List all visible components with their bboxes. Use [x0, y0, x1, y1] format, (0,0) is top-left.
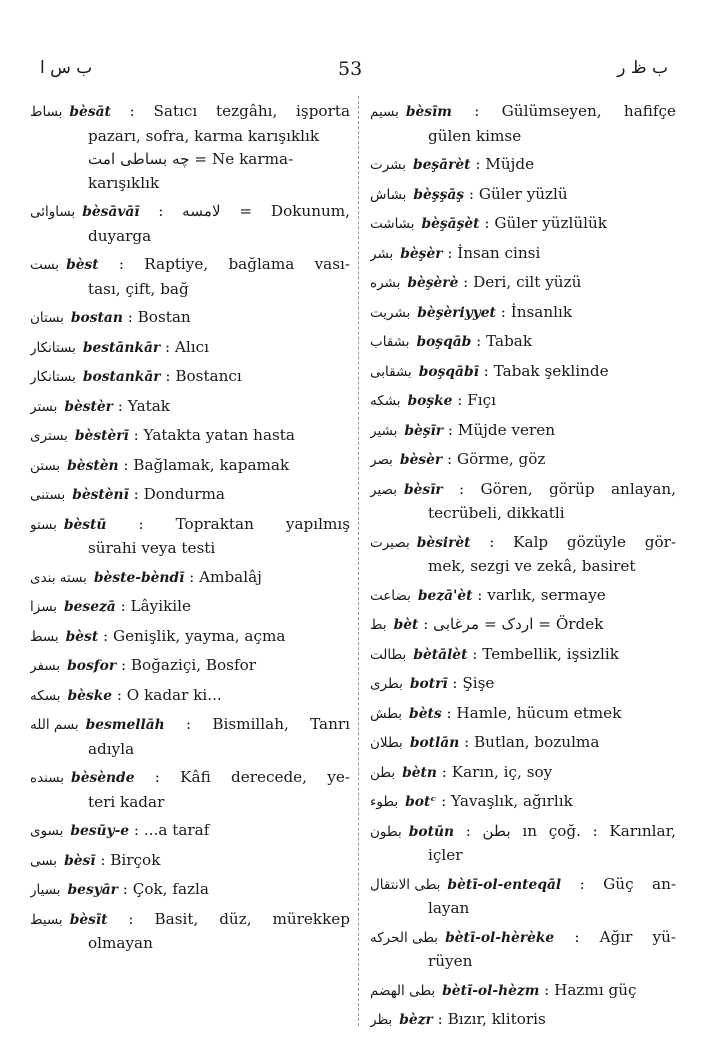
transliteration: bèstèn: [67, 457, 119, 474]
dictionary-entry: [30, 766, 350, 814]
dictionary-entry: [30, 625, 350, 650]
entry-text: bèsèr : Görme, göz: [399, 450, 546, 468]
entry-text: bostankār : Bostancı: [82, 367, 242, 385]
entry-text: bèşāşèt : Güler yüzlülük: [421, 214, 608, 232]
dictionary-entry: [370, 926, 676, 974]
entry-first-line: [370, 790, 676, 815]
arabic-headword: بشقابی: [370, 363, 412, 380]
dictionary-entry: [370, 702, 676, 727]
entry-continuation-line: [370, 125, 676, 149]
entry-text: besyār : Çok, fazla: [67, 880, 209, 898]
entry-text: bèstèn : Bağlamak, kapamak: [67, 455, 290, 474]
transliteration: bètī-ol-enteqāl: [447, 876, 562, 893]
entry-first-line: [370, 301, 676, 326]
entry-text: چه بساطی امت = Ne karma-: [88, 150, 294, 168]
entry-text: layan: [428, 899, 470, 917]
entry-text: botᶜ : Yavaşlık, ağırlık: [405, 792, 573, 810]
entry-text: karışıklık: [88, 173, 160, 192]
entry-text: bètī-ol-enteqāl : Güç an-: [447, 874, 676, 893]
entry-first-line: [30, 513, 350, 538]
dictionary-entry: [370, 271, 676, 296]
entry-first-line: [370, 1008, 676, 1033]
entry-text: rüyen: [428, 952, 473, 970]
transliteration: botᶜ: [405, 794, 437, 810]
arabic-headword: بسنده: [30, 770, 65, 786]
arabic-headword: بستانکار: [30, 369, 76, 385]
dictionary-entry: [370, 979, 676, 1004]
dictionary-entry: [370, 761, 676, 786]
entry-first-line: [30, 625, 350, 650]
entry-first-line: [370, 419, 676, 444]
entry-text: besmellāh : Bismillah, Tanrı: [85, 715, 350, 733]
dictionary-entry: [370, 153, 676, 178]
entry-text: bèşşāş : Güler yüzlü: [413, 184, 568, 203]
entry-text: adıyla: [88, 739, 135, 758]
arabic-headword: بستری: [30, 428, 68, 444]
entry-first-line: [370, 389, 676, 414]
entry-text: bèsīm : Gülümseyen, hafifçe: [405, 102, 676, 120]
page-header: [0, 58, 708, 88]
entry-first-line: [370, 584, 676, 609]
dictionary-entry: [30, 336, 350, 361]
transliteration: bèşāşèt: [421, 216, 480, 232]
entry-text: bosfor : Boğaziçi, Bosfor: [67, 656, 256, 674]
arabic-headword: بسوی: [30, 823, 64, 839]
entry-continuation-line: [370, 844, 676, 868]
transliteration: bèşşāş: [413, 186, 465, 203]
arabic-headword: بسیم: [370, 104, 399, 120]
arabic-headword: بشریت: [370, 304, 411, 321]
dictionary-entry: [30, 908, 350, 956]
arabic-headword: بسم الله: [30, 717, 79, 733]
dictionary-entry: [370, 212, 676, 237]
column-divider: [358, 96, 359, 1026]
entry-text: bèsīr : Gören, görüp anlayan,: [404, 479, 676, 498]
entry-text: bèste-bèndī : Ambalâj: [93, 567, 262, 586]
arabic-headword: بصیر: [370, 481, 397, 498]
arabic-headword: بستر: [30, 398, 58, 415]
entry-first-line: [30, 766, 350, 791]
transliteration: bèsīr: [404, 481, 443, 498]
transliteration: bèst: [66, 257, 99, 273]
entry-first-line: [30, 395, 350, 420]
entry-first-line: [30, 566, 350, 591]
entry-text: sürahi veya testi: [88, 539, 216, 557]
entry-first-line: [370, 820, 676, 845]
transliteration: bèts: [409, 705, 442, 722]
entry-continuation-line: [370, 502, 676, 526]
transliteration: bèşèriyyet: [417, 304, 496, 321]
entry-text: bostan : Bostan: [70, 308, 191, 326]
dictionary-entry: [30, 819, 350, 844]
entry-continuation-line: [370, 897, 676, 921]
entry-first-line: [30, 253, 350, 278]
arabic-headword: بصر: [370, 452, 393, 468]
header-right-letters: ب ظ ر: [617, 58, 668, 78]
entry-first-line: [370, 702, 676, 727]
entry-text: bèsirèt : Kalp gözüyle gör-: [416, 532, 676, 551]
dictionary-entry: [370, 584, 676, 609]
entry-text: botūn : بطن ın çoğ. : Karınlar,: [408, 821, 676, 840]
entry-text: mek, sezgi ve zekâ, basiret: [428, 557, 636, 575]
transliteration: bèste-bèndī: [93, 569, 185, 586]
entry-first-line: [30, 200, 350, 225]
entry-first-line: [370, 100, 676, 125]
entry-text: bèsīt : Basit, düz, mürekkep: [69, 909, 350, 928]
dictionary-entry: [30, 566, 350, 591]
transliteration: bètī-ol-hèzm: [442, 982, 540, 999]
dictionary-entry: [30, 253, 350, 301]
dictionary-entry: [370, 330, 676, 355]
dictionary-entry: [30, 306, 350, 331]
entry-first-line: [370, 613, 676, 638]
arabic-headword: بساوائی: [30, 204, 76, 220]
entry-text: olmayan: [88, 934, 153, 952]
transliteration: boşke: [407, 393, 453, 409]
entry-first-line: [370, 212, 676, 237]
entry-first-line: [370, 672, 676, 697]
entry-text: boşke : Fıçı: [407, 391, 496, 409]
dictionary-entry: [30, 684, 350, 709]
arabic-headword: بطری: [370, 676, 403, 692]
arabic-headword: بشاش: [370, 186, 407, 203]
transliteration: bèşīr: [404, 422, 444, 439]
entry-first-line: [30, 908, 350, 933]
entry-first-line: [30, 878, 350, 903]
entry-text: bèşèriyyet : İnsanlık: [417, 302, 573, 321]
arabic-headword: بستو: [30, 516, 57, 533]
dictionary-entry: [30, 483, 350, 508]
arabic-headword: بسفر: [30, 658, 61, 674]
page-number: 53: [338, 58, 363, 80]
transliteration: beşārèt: [412, 157, 471, 173]
entry-text: bèsī : Birçok: [64, 850, 161, 869]
dictionary-entry: [30, 395, 350, 420]
entry-first-line: [370, 643, 676, 668]
transliteration: bèske: [67, 687, 113, 704]
arabic-headword: بطی الانتقال: [370, 876, 441, 893]
arabic-headword: بسی: [30, 852, 58, 869]
arabic-headword: بشیر: [370, 422, 398, 439]
transliteration: bèsènde: [71, 770, 135, 786]
entry-first-line: [370, 360, 676, 385]
arabic-headword: بصیرت: [370, 534, 410, 551]
arabic-headword: بشرت: [370, 157, 406, 173]
entry-first-line: [30, 819, 350, 844]
entry-text: teri kadar: [88, 792, 165, 811]
transliteration: botlān: [409, 735, 460, 751]
dictionary-entry: [30, 365, 350, 390]
dictionary-entry: [370, 301, 676, 326]
entry-continuation-line: [370, 950, 676, 974]
entry-text: içler: [428, 846, 463, 864]
entry-text: bètī-ol-hèzm : Hazmı güç: [442, 980, 637, 999]
transliteration: bèstèr: [64, 398, 113, 415]
entry-first-line: [370, 330, 676, 355]
dictionary-entry: [30, 454, 350, 479]
entry-continuation-line: [30, 125, 350, 149]
dictionary-entry: [370, 790, 676, 815]
entry-text: bèşèrè : Deri, cilt yüzü: [407, 273, 582, 291]
entry-first-line: [30, 713, 350, 738]
entry-first-line: [370, 761, 676, 786]
entry-first-line: [30, 306, 350, 331]
entry-first-line: [30, 100, 350, 125]
dictionary-entry: [30, 424, 350, 449]
dictionary-entry: [370, 478, 676, 526]
dictionary-entry: [370, 389, 676, 414]
entry-first-line: [370, 926, 676, 951]
entry-text: bèsāvāī : لامسه = Dokunum,: [82, 202, 350, 220]
dictionary-entry: [370, 448, 676, 473]
dictionary-entry: [370, 820, 676, 868]
arabic-headword: بستان: [30, 310, 64, 326]
dictionary-entry: [370, 873, 676, 921]
entry-text: botlān : Butlan, bozulma: [409, 733, 600, 751]
transliteration: bètī-ol-hèrèke: [445, 929, 555, 946]
entry-first-line: [30, 454, 350, 479]
dictionary-entry: [370, 672, 676, 697]
entry-text: bèstèrī : Yatakta yatan hasta: [74, 426, 295, 444]
left-column: [30, 100, 350, 961]
transliteration: boşqāb: [416, 334, 472, 350]
arabic-headword: بستن: [30, 457, 61, 474]
dictionary-entry: [370, 360, 676, 385]
entry-text: bèts : Hamle, hücum etmek: [409, 703, 622, 722]
transliteration: bestānkār: [82, 339, 161, 356]
entry-first-line: [370, 183, 676, 208]
dictionary-entry: [30, 595, 350, 620]
arabic-headword: بطن: [370, 764, 396, 781]
entry-text: bèstū : Topraktan yapılmış: [63, 514, 350, 533]
arabic-headword: بط: [370, 617, 387, 633]
right-column: [370, 100, 676, 1038]
dictionary-entry: [370, 100, 676, 148]
entry-first-line: [370, 979, 676, 1004]
arabic-headword: بستنی: [30, 487, 66, 503]
transliteration: bètālèt: [413, 646, 468, 663]
entry-text: bèstèr : Yatak: [64, 396, 170, 415]
dictionary-entry: [370, 531, 676, 579]
arabic-headword: بستانکار: [30, 339, 76, 356]
arabic-headword: بسته بندی: [30, 569, 87, 586]
entry-text: gülen kimse: [428, 126, 522, 145]
transliteration: bèt: [393, 617, 419, 633]
arabic-headword: بست: [30, 257, 60, 273]
entry-continuation-line: [30, 225, 350, 249]
entry-text: bètī-ol-hèrèke : Ağır yü-: [445, 927, 676, 946]
entry-first-line: [370, 448, 676, 473]
entry-text: bèske : O kadar ki...: [67, 685, 222, 704]
arabic-headword: بسیار: [30, 882, 61, 898]
dictionary-entry: [30, 713, 350, 761]
arabic-headword: بطی الحرکه: [370, 929, 439, 946]
entry-first-line: [370, 873, 676, 898]
transliteration: bèstènī: [72, 487, 129, 503]
entry-text: tası, çift, bağ: [88, 279, 189, 298]
arabic-headword: بشر: [370, 245, 394, 262]
arabic-headword: بشاشت: [370, 216, 415, 232]
transliteration: bostankār: [82, 369, 161, 385]
arabic-headword: بشکه: [370, 393, 401, 409]
entry-text: beşārèt : Müjde: [412, 155, 535, 173]
entry-first-line: [370, 153, 676, 178]
entry-text: bèt : اردک = مرغابی = Ördek: [393, 615, 604, 633]
arabic-headword: بسکه: [30, 687, 61, 704]
entry-text: bètn : Karın, iç, soy: [402, 762, 553, 781]
entry-first-line: [370, 242, 676, 267]
arabic-headword: بسط: [30, 628, 59, 645]
transliteration: bèsèr: [399, 452, 443, 468]
entry-continuation-line: [30, 738, 350, 762]
entry-continuation-line: [30, 148, 350, 172]
arabic-headword: بطش: [370, 705, 403, 722]
transliteration: besmellāh: [85, 717, 165, 733]
entry-text: bèstènī : Dondurma: [72, 485, 225, 503]
transliteration: besyār: [67, 882, 118, 898]
entry-text: botrī : Şişe: [409, 674, 495, 692]
transliteration: boşqābī: [418, 363, 479, 380]
entry-text: pazarı, sofra, karma karışıklık: [88, 126, 320, 145]
transliteration: bèst: [65, 628, 99, 645]
arabic-headword: بشره: [370, 275, 401, 291]
dictionary-entry: [30, 654, 350, 679]
entry-text: bèşèr : İnsan cinsi: [400, 243, 541, 262]
entry-continuation-line: [30, 932, 350, 956]
entry-first-line: [30, 684, 350, 709]
transliteration: bèşèrè: [407, 275, 459, 291]
dictionary-entry: [30, 849, 350, 874]
entry-text: besūy-e : ...a taraf: [70, 821, 210, 839]
entry-text: bètālèt : Tembellik, işsizlik: [413, 644, 619, 663]
entry-continuation-line: [30, 791, 350, 815]
arabic-headword: بساط: [30, 104, 63, 120]
entry-text: bezā'èt : varlık, sermaye: [417, 585, 606, 604]
entry-text: bèsāt : Satıcı tezgâhı, işporta: [69, 102, 350, 120]
entry-first-line: [30, 849, 350, 874]
transliteration: bèsī: [64, 852, 96, 869]
arabic-headword: بطوء: [370, 794, 399, 810]
entry-first-line: [30, 336, 350, 361]
entry-first-line: [370, 531, 676, 556]
dictionary-entry: [370, 643, 676, 668]
entry-first-line: [370, 271, 676, 296]
entry-text: bestānkār : Alıcı: [82, 337, 209, 356]
transliteration: bèsīt: [69, 911, 108, 928]
arabic-headword: بطی الهضم: [370, 982, 436, 999]
entry-continuation-line: [30, 172, 350, 196]
entry-first-line: [30, 424, 350, 449]
entry-text: besezā : Lâyikile: [64, 597, 192, 615]
entry-text: duyarga: [88, 226, 152, 245]
dictionary-entry: [370, 1008, 676, 1033]
entry-continuation-line: [30, 278, 350, 302]
entry-text: bèst : Raptiye, bağlama vası-: [66, 255, 350, 273]
entry-text: boşqāb : Tabak: [416, 332, 533, 350]
transliteration: besezā: [64, 599, 116, 615]
transliteration: besūy-e: [70, 823, 130, 839]
entry-first-line: [370, 731, 676, 756]
entry-first-line: [30, 483, 350, 508]
arabic-headword: بظر: [370, 1012, 393, 1028]
entry-text: bèzr : Bızır, klitoris: [399, 1010, 546, 1028]
entry-text: bèşīr : Müjde veren: [404, 420, 555, 439]
entry-first-line: [370, 478, 676, 503]
header-left-letters: ب س ا: [40, 58, 93, 78]
entry-first-line: [30, 595, 350, 620]
entry-text: boşqābī : Tabak şeklinde: [418, 361, 609, 380]
entry-continuation-line: [30, 537, 350, 561]
arabic-headword: بطلان: [370, 735, 403, 751]
dictionary-entry: [30, 200, 350, 248]
entry-continuation-line: [370, 555, 676, 579]
arabic-headword: بسیط: [30, 911, 63, 928]
dictionary-entry: [30, 513, 350, 561]
transliteration: bèsāt: [69, 104, 111, 120]
dictionary-entry: [30, 878, 350, 903]
arabic-headword: بسزا: [30, 599, 57, 615]
entry-text: tecrübeli, dikkatli: [428, 504, 565, 522]
entry-text: bèst : Genişlik, yayma, açma: [65, 626, 286, 645]
transliteration: bèsāvāī: [82, 204, 140, 220]
dictionary-entry: [370, 242, 676, 267]
arabic-headword: بشقاب: [370, 334, 410, 350]
dictionary-entry: [370, 731, 676, 756]
dictionary-entry: [370, 613, 676, 638]
dictionary-entry: [370, 419, 676, 444]
transliteration: bèzr: [399, 1012, 433, 1028]
transliteration: botrī: [409, 676, 448, 692]
transliteration: botūn: [408, 823, 455, 840]
entry-first-line: [30, 654, 350, 679]
transliteration: bèşèr: [400, 245, 443, 262]
transliteration: bezā'èt: [417, 587, 473, 604]
dictionary-entry: [30, 100, 350, 195]
dictionary-entry: [370, 183, 676, 208]
arabic-headword: بطون: [370, 823, 402, 840]
transliteration: bosfor: [67, 658, 117, 674]
transliteration: bètn: [402, 764, 437, 781]
entry-text: bèsènde : Kâfi derecede, ye-: [71, 768, 350, 786]
transliteration: bèstèrī: [74, 428, 129, 444]
transliteration: bostan: [70, 310, 123, 326]
arabic-headword: بضاعت: [370, 587, 411, 604]
transliteration: bèsirèt: [416, 534, 471, 551]
transliteration: bèstū: [63, 516, 107, 533]
transliteration: bèsīm: [405, 104, 452, 120]
entry-first-line: [30, 365, 350, 390]
arabic-headword: بطالت: [370, 646, 407, 663]
